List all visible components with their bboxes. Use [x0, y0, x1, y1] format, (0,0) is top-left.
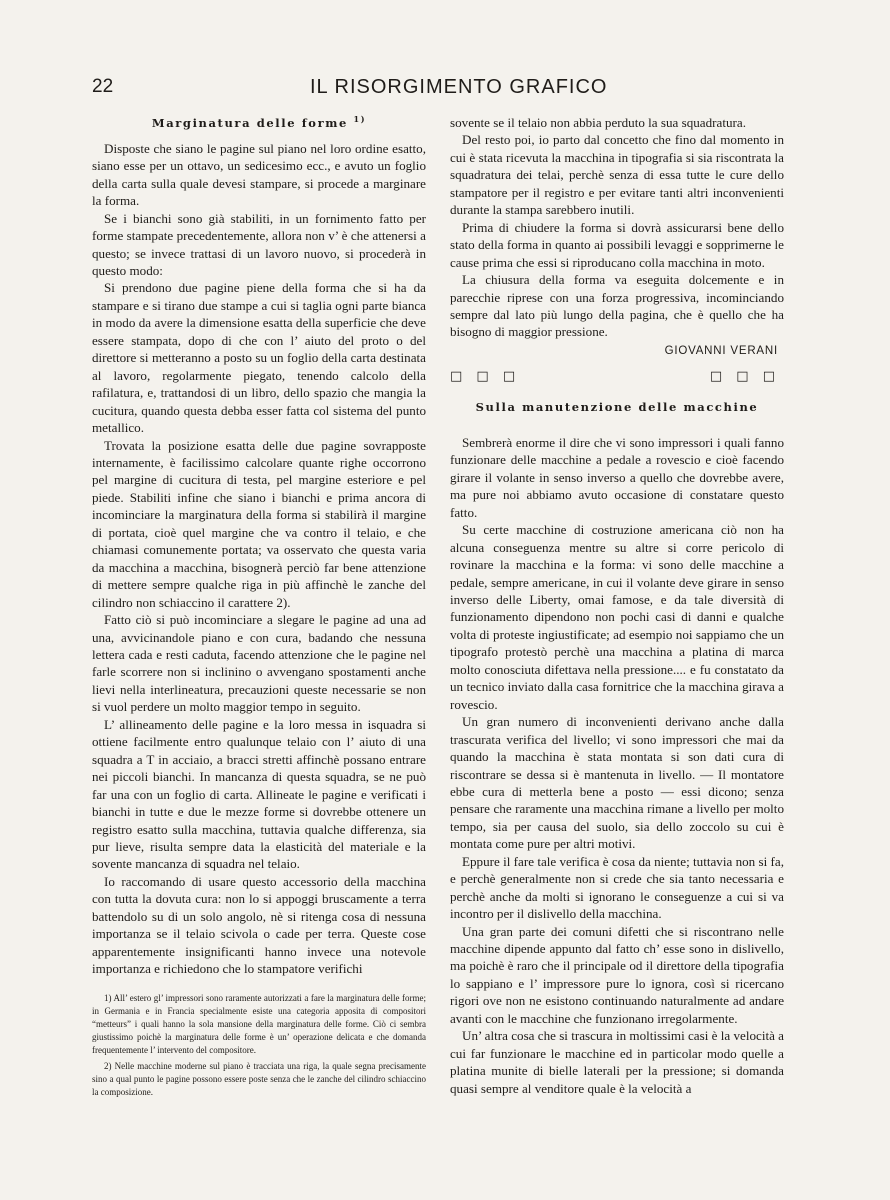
paragraph-continuation: sovente se il telaio non abbia perduto la sua squadratura.: [450, 115, 746, 130]
title-text: Marginatura delle forme: [151, 115, 348, 130]
article-title-marginatura: [92, 114, 426, 130]
paragraph: Su certe macchine di costruzione americana ciò non ha alcuna conseguenza mentre su altre si corre pericolo di rovinare la macchina e la forma: vi sono delle macchine a pedale, sempre americane, in cui il volante deve girare in senso inverso delle Liberty, omai famose, e da tale diversità di funzionamento dipendono non pochi casi di danni e qualche volta di proteste ingiustificate; ad esempio noi sappiamo che un tipografo protestò perchè una macchina a platina di marca molto conosciuta difettava nella pressione.... e fu constatato da un tecnico inviato dalla casa fornitrice che la macchina girava a rovescio.: [450, 522, 784, 712]
paragraph: Una gran parte dei comuni difetti che si riscontrano nelle macchine dipende appunto dal fatto ch’ esse sono in dislivello, ma poichè è raro che il principale od il direttore della tipografia lo sappiano e l’ impressore pure lo ignora, così si ricercano rigori ove non ne esistono continuando naturalmente ad andare avanti con le macchine che funzionano irregolarmente.: [450, 923, 784, 1026]
author-signature: GIOVANNI VERANI: [664, 344, 778, 357]
paragraph: La chiusura della forma va eseguita dolcemente e in parecchie riprese con una forza progressiva, incominciando sempre dal lato più lungo della pagina, che è quello che ha bisogno di maggior pressione.: [450, 272, 784, 340]
page-number: 22: [92, 76, 114, 97]
left-column: [92, 114, 426, 1102]
paragraph: Se i bianchi sono già stabiliti, in un fornimento fatto per forme stampate precedentemente, allora non v’ è che attenersi a questo; se invece trattasi di un lavoro nuovo, si procederà in questo modo:: [92, 210, 426, 278]
paragraph: Prima di chiudere la forma si dovrà assicurarsi bene dello stato della forma in quanto ai possibili levaggi e sopprimerne le cause prima che essi si riproducano colla macchina in moto.: [450, 219, 784, 270]
page-header: [92, 76, 778, 106]
footnote: 1) All’ estero gl’ impressori sono raramente autorizzati a fare la marginatura delle forme; in Germania e in Francia specialmente esiste una categoria apposita di compositori “metteurs” i quali hanno la sola mansione della marginatura delle forme. Ciò ci sembra giustissimo poichè la marginatura delle forme è un’ operazione delicata e che domanda frequentemente l’ intervento del compositore.: [92, 992, 426, 1055]
paragraph: Fatto ciò si può incominciare a slegare le pagine ad una ad una, avvicinandole piano e con cura, badando che nessuna lettera cada e resti caduta, facendo attenzione che le pagine nel farle scorrere non si inclinino o avvengano spostamenti anche lievi nella interlineatura, precauzioni queste necessarie se non si vuol perdere un molto maggior tempo in seguito.: [92, 612, 426, 715]
ornament-left-icon: □ □ □: [450, 368, 521, 384]
paragraph: Io raccomando di usare questo accessorio della macchina con tutta la dovuta cura: non lo si appoggi bruscamente a terra battendolo su di un solo angolo, nè si ritenga cosa di nessuna importanza se il telaio scivola o cade per terra. Queste cose apparentemente insignificanti hanno invece una notevole importanza e richiedono che lo stampatore verifichi: [92, 873, 426, 977]
section-ornament: [450, 369, 780, 384]
paragraph: Disposte che siano le pagine sul piano nel loro ordine esatto, siano esse per un ottavo, un sedicesimo ecc., e avuto un foglio della carta sulla quale devesi stampare, si procede a marginare la forma.: [92, 140, 426, 209]
paragraph: Del resto poi, io parto dal concetto che fino dal momento in cui è stata ricevuta la macchina in tipografia si sia riscontrata la squadratura dei telai, perchè senza di essa tutte le cure dello stampatore per il registro e per evitare tanti altri inconvenienti durante la stampa sarebbero inutili.: [450, 132, 784, 218]
paragraph: L’ allineamento delle pagine e la loro messa in isquadra si ottiene facilmente entro qualunque telaio con l’ aiuto di una squadra a T in acciaio, a bracci stretti affinchè possano entrare nei piccoli bianchi. In mancanza di questa squadra, se ne può far una con un foglio di carta. Allineate le pagine e verificati i bianchi in tutte e due le mezze forme si dovrebbe ottenere un registro esatto sulla macchina, tuttavia qualche differenza, sia pur lieve, risulta sempre data la elasticità del materiale e la sovente mancanza di squadra nel telaio.: [92, 716, 426, 872]
paragraph: Si prendono due pagine piene della forma che si ha da stampare e si tirano due stampe a cui si taglia ogni parte bianca in modo da avere la dimensione esatta della superficie che deve essere stampata, dopo di che con l’ aiuto del proto o del direttore si metteranno a posto su un foglio della carta destinata al lavoro, regolarmente piegato, tenendo calcolo della rafilatura, e, trattandosi di un libro, dello spazio che mangia la cucitura, quando questa debba esser fatta col sistema del punto metallico.: [92, 280, 426, 436]
paragraph: Trovata la posizione esatta delle due pagine sovrapposte internamente, è facilissimo calcolare quante righe occorrono pel margine di cucitura di testa, pel margine esteriore e pel piede. Stabiliti infine che siano i bianchi e prima ancora di incominciare la marginatura della forma si stabilirà il margine di portata, cioè quel margine che va contro il telaio, e che chiamasi comunemente portata; va osservato che questa varia da macchina a macchina, bisognerà perciò far bene attenzione di mettere sempre qualche riga in più affinchè le zanche del cilindro non schiaccino il carattere 2).: [92, 437, 426, 610]
right-column: [450, 114, 784, 1097]
footnotes: [92, 992, 426, 1099]
footnote: 2) Nelle macchine moderne sul piano è tracciata una riga, la quale segna precisamente sino a qual punto le pagine possono essere poste senza che le zanche del cilindro schiaccino la composizione.: [92, 1060, 426, 1097]
title-footnote-mark: 1): [353, 114, 367, 124]
paragraph: Eppure il fare tale verifica è cosa da niente; tuttavia non si fa, e perchè generalmente non si crede che sia tanto necessaria e perchè anche da molti si ignorano le conseguenze a cui si va incontro per il dislivello della macchina.: [450, 853, 784, 922]
paragraph: Un’ altra cosa che si trascura in moltissimi casi è la velocità a cui far funzionare le macchine ed in particolar modo quelle a platina munite di bielle laterali per la pressione; si domanda quasi sempre al venditore quale è la velocità a: [450, 1028, 784, 1096]
running-title: IL RISORGIMENTO GRAFICO: [310, 76, 608, 98]
paragraph: Sembrerà enorme il dire che vi sono impressori i quali fanno funzionare delle macchine a pedale a rovescio e cioè facendo girare il volante in senso inverso a quello che dovrebbe avere, ma pure noi abbiamo avuto occasione di constatare questo fatto.: [450, 434, 784, 520]
article-title-manutenzione: Sulla manutenzione delle macchine: [475, 399, 759, 414]
ornament-right-icon: □ □ □: [709, 368, 780, 384]
paragraph: Un gran numero di inconvenienti derivano anche dalla trascurata verifica del livello; vi sono impressori che mai da quando la macchina è stata montata si son dati cura di riscontrare se dessa si è mantenuta in livello. — Il montatore ebbe cura di metterla bene a posto — essi dicono; senza pensare che raramente una macchina rimane a livello per molto tempo, sia per causa del suolo, sia dello zoccolo su cui è montata come pure per altri motivi.: [450, 714, 784, 852]
